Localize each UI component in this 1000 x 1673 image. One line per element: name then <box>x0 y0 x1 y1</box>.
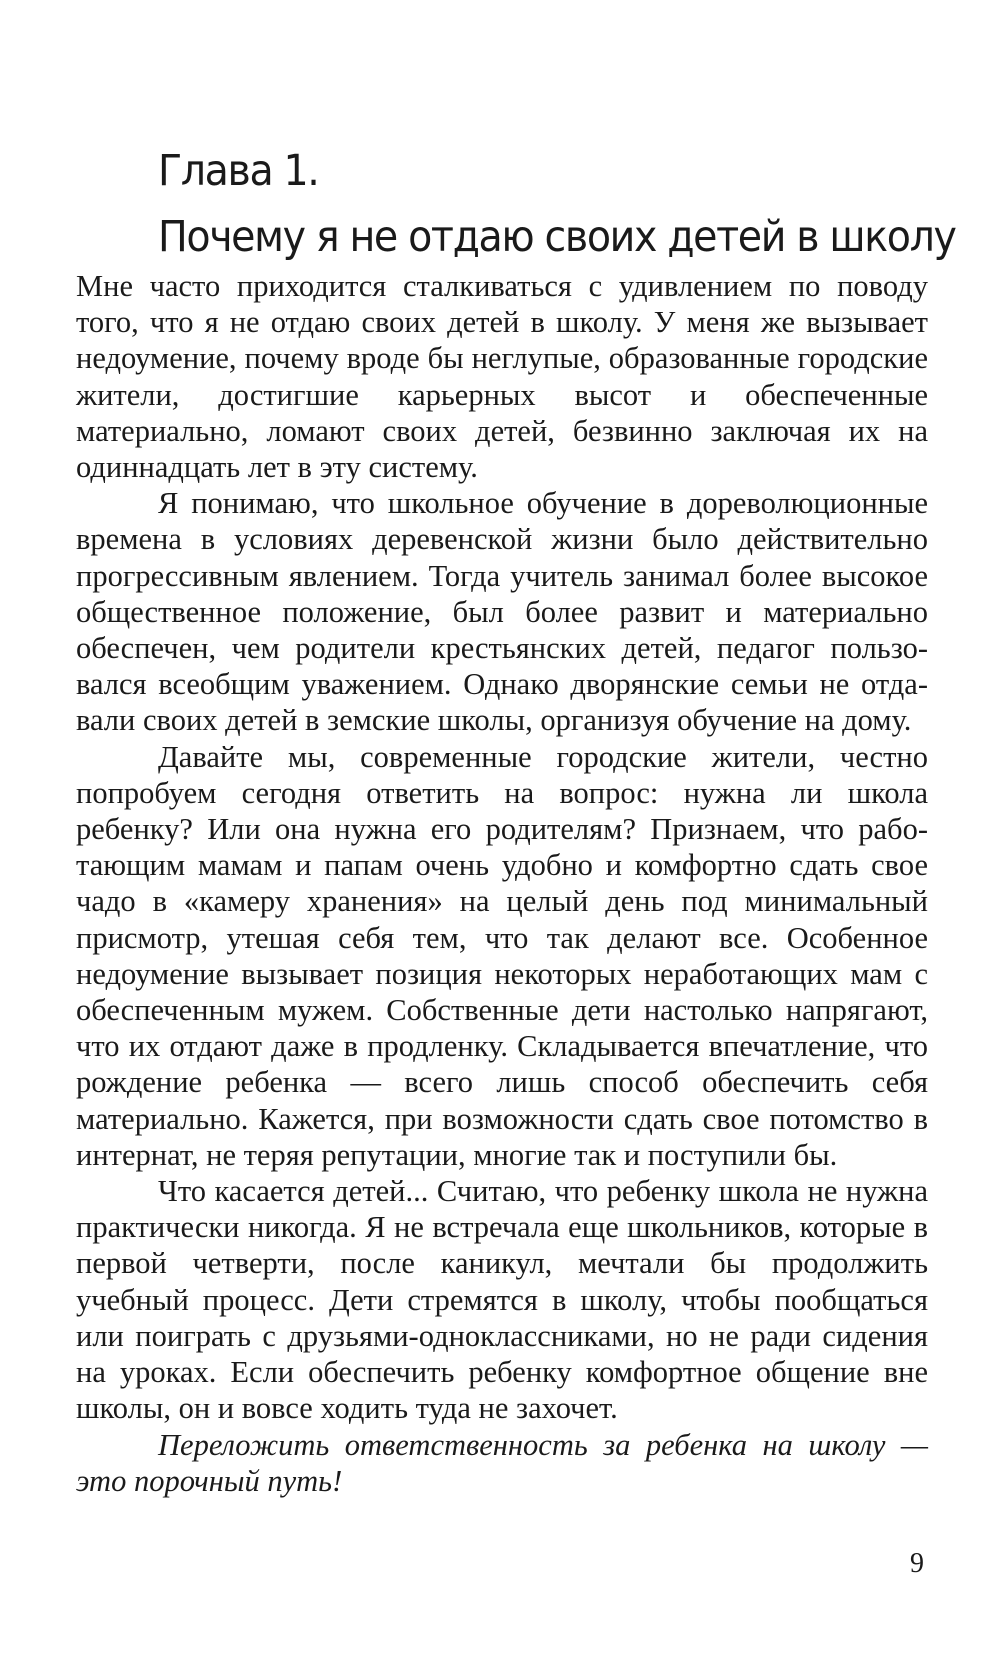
body-text <box>76 268 928 1499</box>
chapter-number: Глава 1. <box>158 146 319 196</box>
chapter-title: Почему я не отдаю своих детей в школу <box>158 212 956 262</box>
paragraph-4: Что касается детей... Считаю, что ребенку школа не нужна практически никогда. Я не встречала еще школьников, которые в первой четверти, после каникул, мечтали бы продолжить учебный процесс. Дети стремятся в школу, чтобы пообщаться или поиграть с друзьями-одноклассниками, но не ради сидения на уроках. Если обеспечить ребенку комфортное общение вне школы, он и вовсе ходить туда не захочет. <box>76 1174 928 1426</box>
paragraph-3: Давайте мы, современные городские жители, честно попробуем сегодня ответить на вопрос: нужна ли школа ребенку? Или она нужна его родителям? Признаем, что работающим мамам и папам очень удобно и комфортно сдать свое чадо в «камеру хранения» на целый день под минимальный присмотр, утешая себя тем, что так делают все. Особенное недоумение вызывает позиция некоторых неработающих мам с обеспеченным мужем. Собственные дети настолько напрягают, что их отдают даже в продленку. Складывается впечатление, что рождение ребенка — всего лишь способ обеспечить себя материально. Кажется, при возможности сдать свое потомство в интернат, не теряя репутации, многие так и поступили бы. <box>76 739 928 1172</box>
paragraph-1: Мне часто приходится сталкиваться с удивлением по поводу того, что я не отдаю своих детей в школу. У меня же вызывает недоумение, почему вроде бы неглупые, образованные городские жители, достигшие карьерных высот и обеспеченные материально, ломают своих детей, безвинно заключая их на одиннадцать лет в эту систему. <box>76 269 928 485</box>
page-number: 9 <box>910 1548 924 1579</box>
chapter-heading <box>158 138 956 270</box>
emphasis-paragraph: Переложить ответственность за ребенка на школу — это порочный путь! <box>76 1427 928 1498</box>
paragraph-2: Я понимаю, что школьное обучение в дореволюционные времена в условиях деревенской жизни было действительно прогрессивным явлением. Тогда учитель занимал более высокое общественное положение, был более развит и материально обеспечен, чем родители крестьянских детей, педагог пользовался всеобщим уважением. Однако дворянские семьи не отдавали своих детей в земские школы, организуя обучение на дому. <box>76 486 928 738</box>
